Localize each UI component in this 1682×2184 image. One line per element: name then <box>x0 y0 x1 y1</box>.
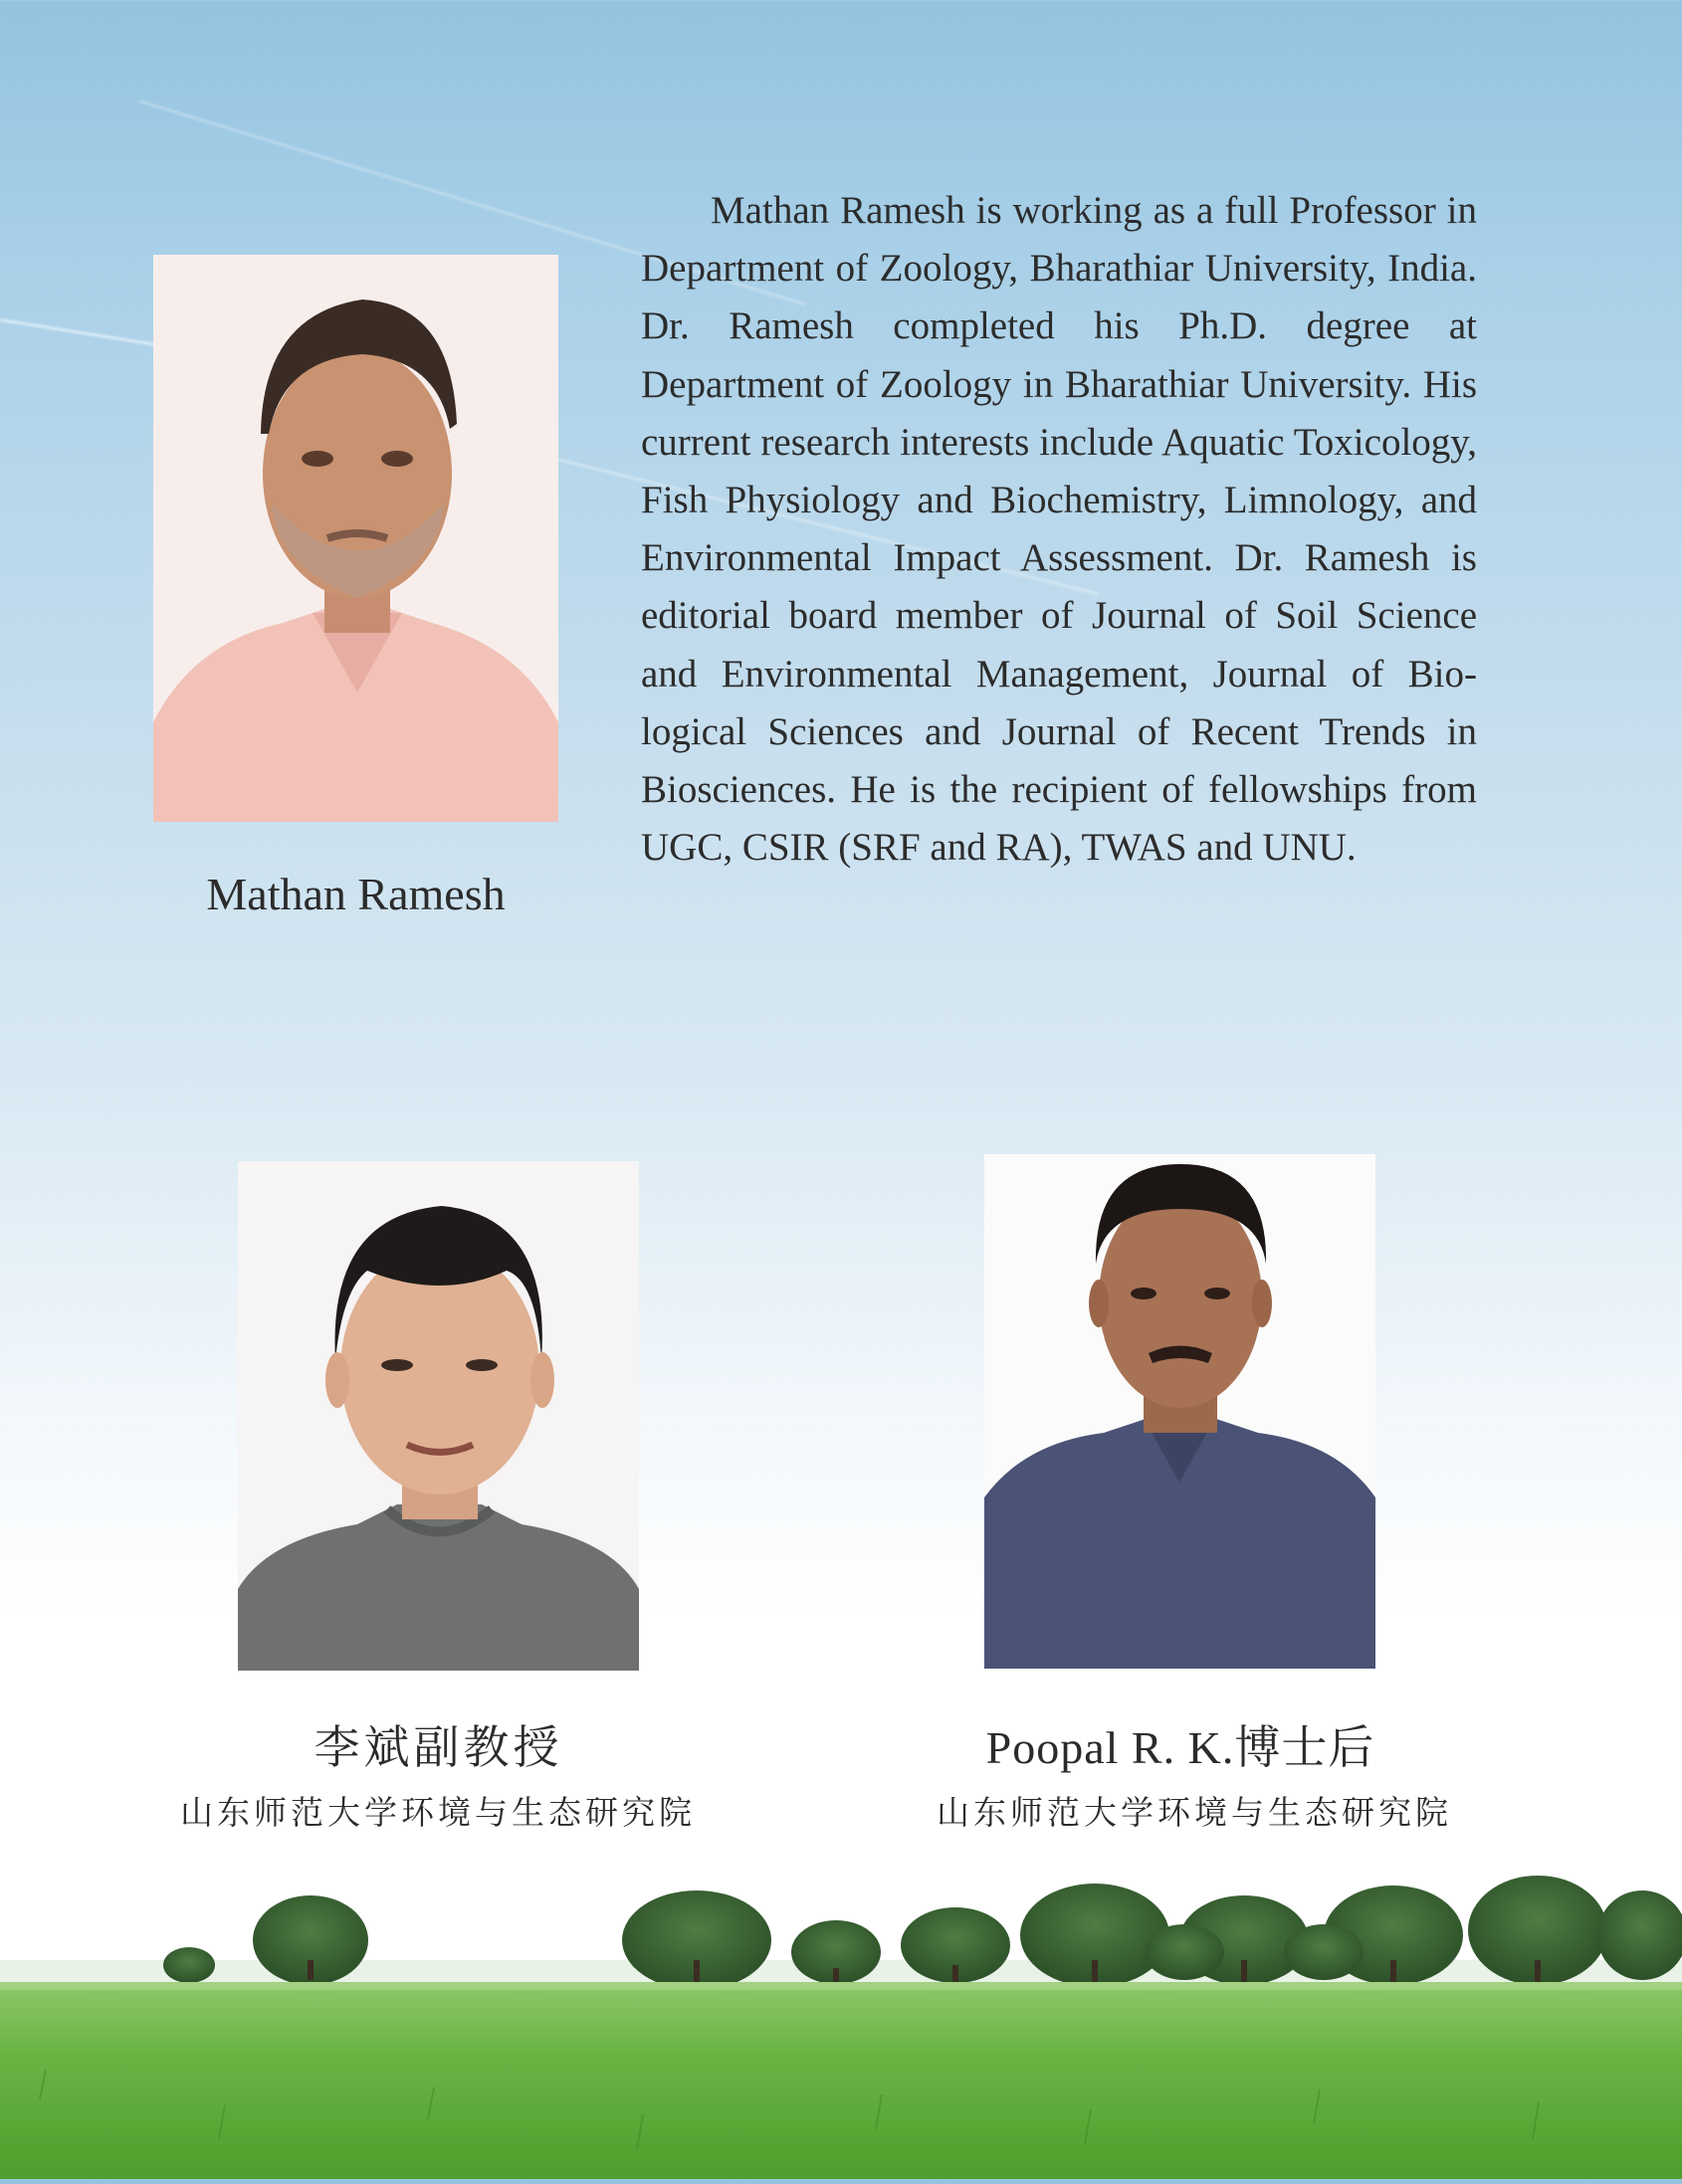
profile-name: 李斌副教授 <box>314 1722 563 1773</box>
profile-name: Mathan Ramesh <box>206 869 506 919</box>
portrait-photo-mathan-ramesh <box>153 255 558 822</box>
profile-affiliation: 山东师范大学环境与生态研究院 <box>180 1796 696 1832</box>
portrait-photo-li-bin <box>238 1161 639 1671</box>
portrait-photo-poopal-rk <box>984 1154 1375 1669</box>
profile-bio: Mathan Ramesh is working as a full Professor in Department of Zoology, Bharathiar University, India. Dr. Ramesh completed his Ph.D. degree at Department of Zoology in Bharathiar University. His current research interests include Aquatic Toxicology, Fish Physiology and Biochemistry, Limnology, and Environmental Impact Assessment. Dr. Ramesh is editorial board member of Journal of Soil Science and Environmental Management, Journal of Biological Sciences and Journal of Recent Trends in Biosciences. He is the recipient of fellowships from UGC, CSIR (SRF and RA), TWAS and UNU. <box>641 189 1477 870</box>
landscape-illustration <box>0 1841 1682 2179</box>
profile-affiliation: 山东师范大学环境与生态研究院 <box>937 1796 1452 1832</box>
profile-name: Poopal R. K.博士后 <box>985 1722 1375 1773</box>
